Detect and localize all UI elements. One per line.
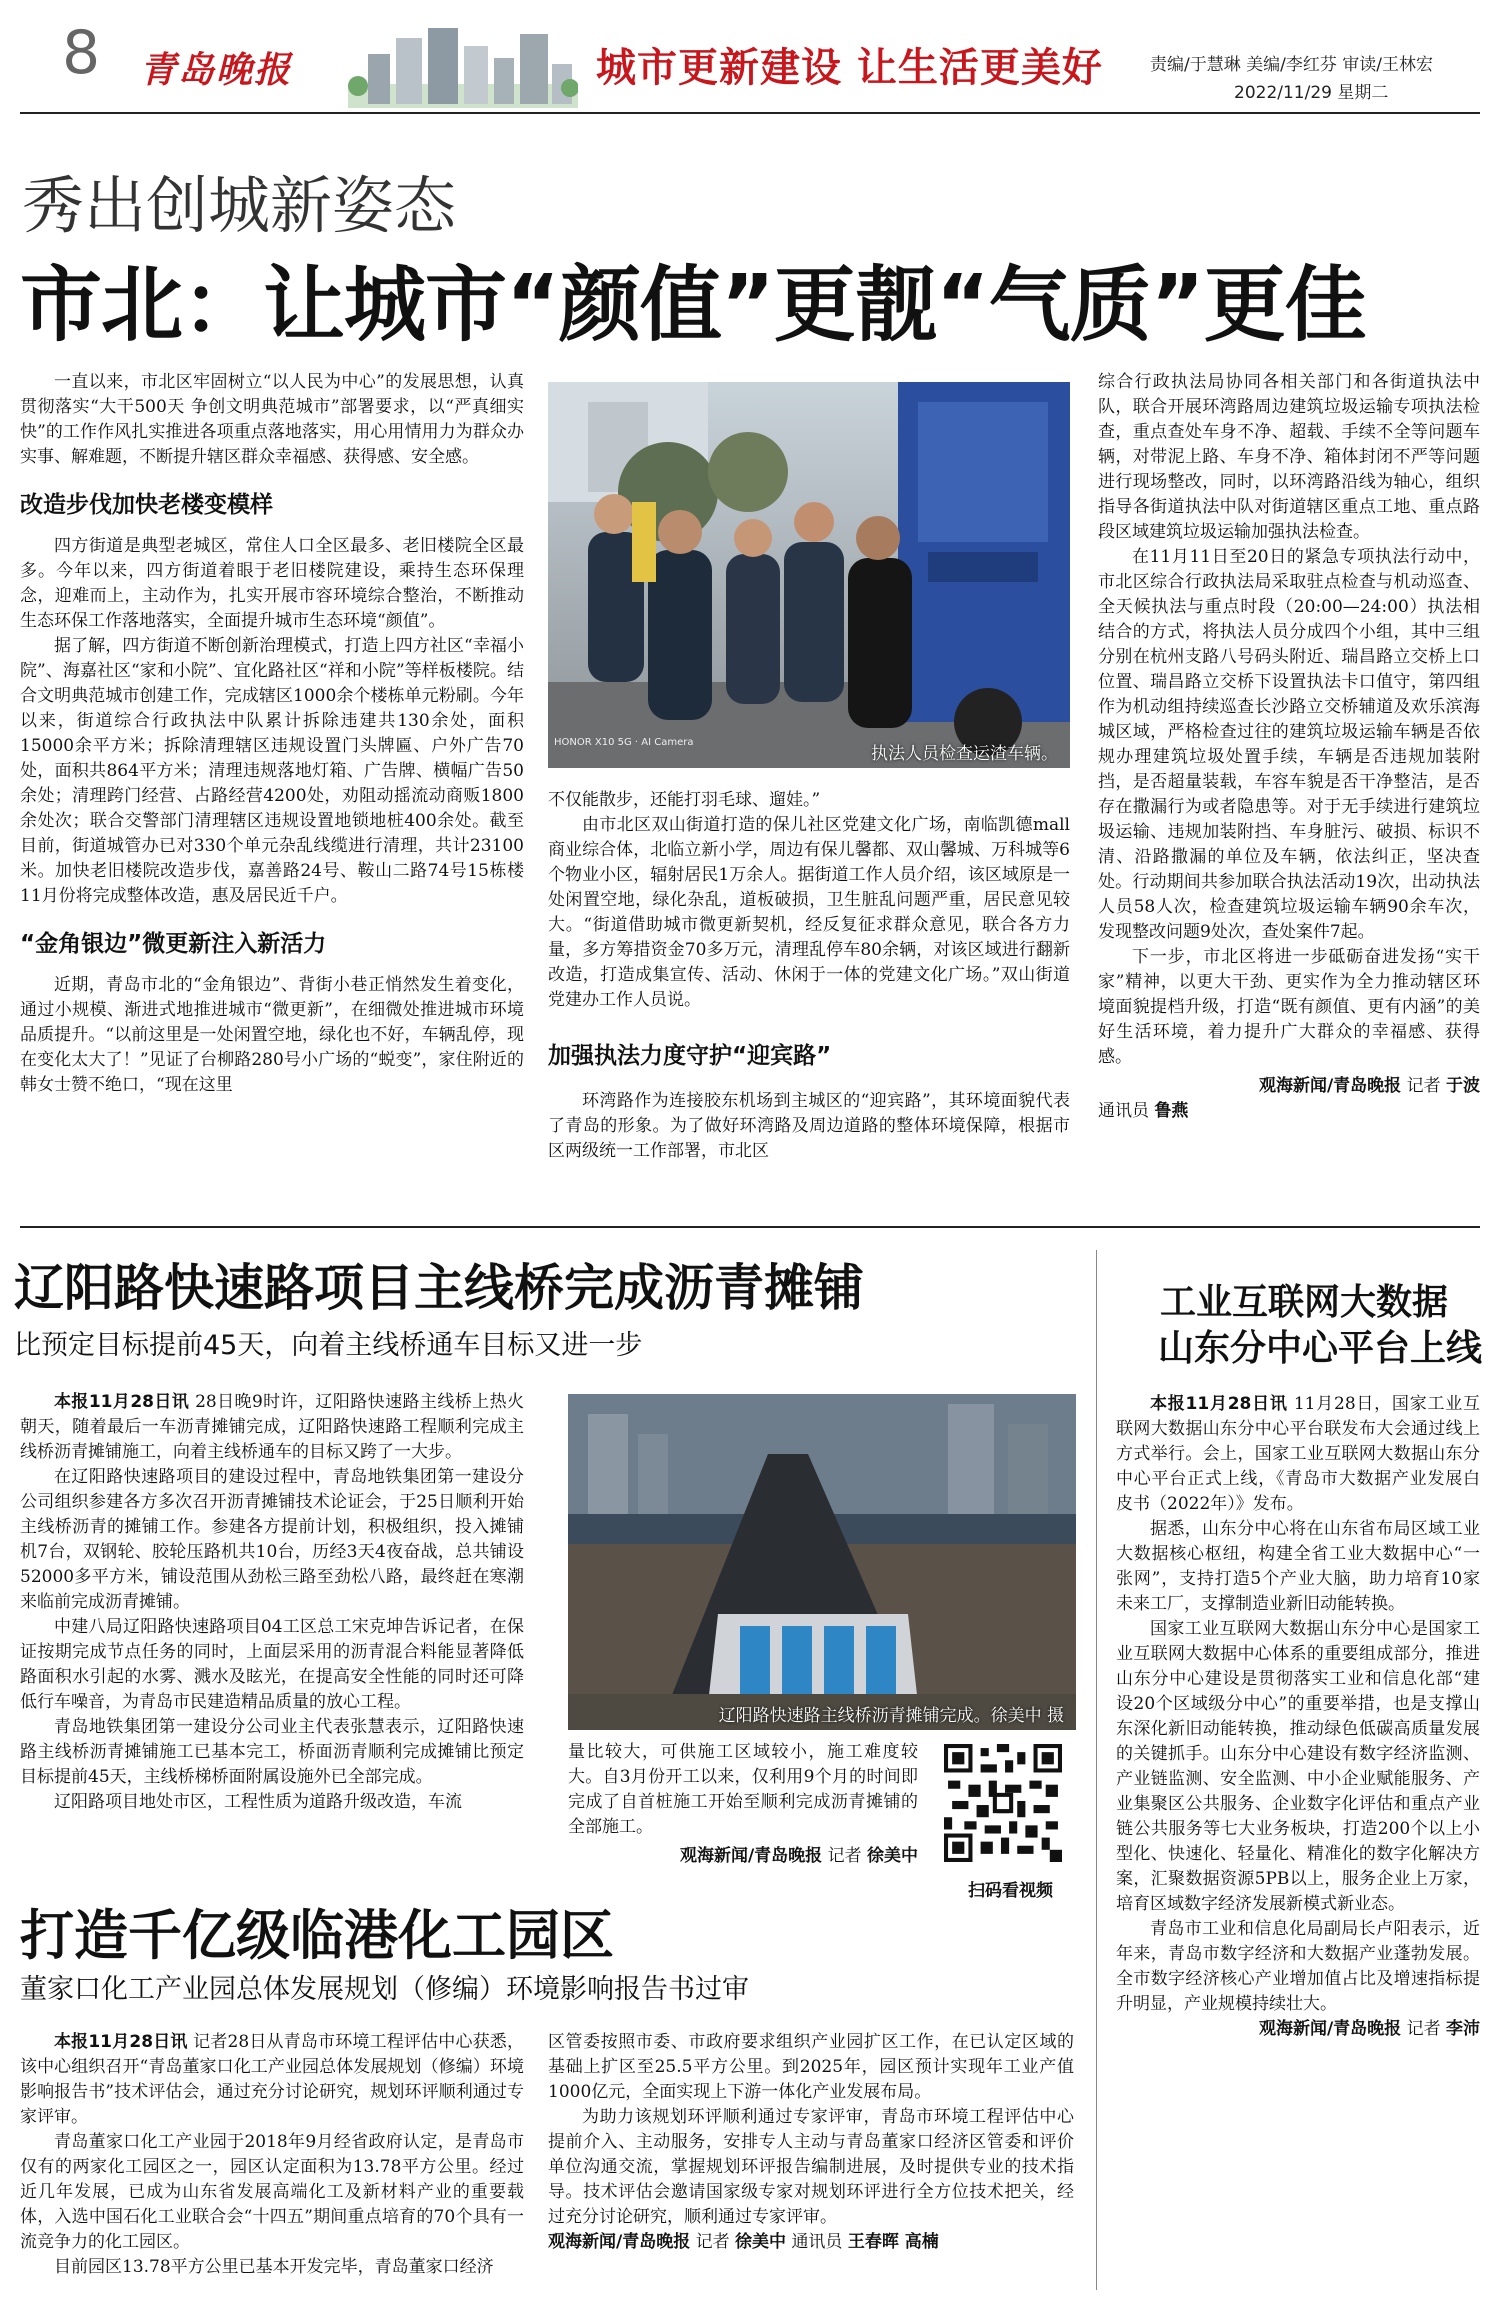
page-header: [0, 0, 1500, 108]
article2-p3: 中建八局辽阳路快速路项目04工区总工宋克坤告诉记者，在保证按期完成节点任务的同时，上面层采用的沥青混合料能显著降低路面积水引起的水雾、溅水及眩光，在提高安全性能的同时还可降低行车噪音，为青岛市民建造精品质量的放心工程。: [20, 1617, 524, 1712]
article3-p4: 区管委按照市委、市政府要求组织产业园扩区工作，在已认定区域的基础上扩区至25.5平方公里。到2025年，园区预计实现年工业产值1000亿元，全面实现上下游一体化产业发展布局。: [548, 2032, 1074, 2102]
article1-right-p2: 在11月11日至20日的紧急专项执法行动中，市北区综合行政执法局采取驻点检查与机动巡查、全天候执法与重点时段（20:00—24:00）执法相结合的方式，将执法人员分成四个小组，其中三组分别在杭州支路八号码头附近、瑞昌路立交桥上口位置、瑞昌路立交桥下设置执法卡口值守，第四组作为机动组持续巡查长沙路立交桥辅道及欢乐滨海城区域，严格检查过往的建筑垃圾运输车辆是否依规办理建筑垃圾处置手续，车辆是否违规加装附挡，是否超量装载，车容车貌是否干净整洁，是否存在撒漏行为或者隐患等。对于无手续进行建筑垃圾运输、违规加装附挡、车身脏污、破损、标识不清、沿路撒漏的单位及车辆，依法纠正，坚决查处。行动期间共参加联合执法活动19次，出动执法人员58人次，检查建筑垃圾运输车辆90余车次，发现整改问题9处次，查处案件7起。: [1098, 547, 1480, 942]
photo1-watermark: HONOR X10 5G · AI Camera: [554, 737, 694, 748]
article3-subtitle: 董家口化工产业园总体发展规划（修编）环境影响报告书过审: [20, 1974, 749, 2005]
article1-section1-p2: 据了解，四方街道不断创新治理模式，打造上四方社区“幸福小院”、海嘉社区“家和小院”、宜化路社区“祥和小院”等样板楼院。结合文明典范城市创建工作，完成辖区1000余个楼栋单元粉刷。今年以来，街道综合行政执法中队累计拆除违建共130余处，面积15000余平方米；拆除清理辖区违规设置门头牌匾、户外广告70处，面积共864平方米；清理违规落地灯箱、广告牌、横幅广告50余处；清理跨门经营、占路经营4200处，劝阻动摇流动商贩1800余处次；联合交警部门清理辖区违规设置地锁地桩400余处。截至目前，街道城管办已对330个单元杂乱线缆进行清理，共计23100米。加快老旧楼院改造步伐，嘉善路24号、鞍山二路74号15栋楼11月份将完成整体改造，惠及居民近千户。: [20, 636, 524, 906]
article1-right-column: [1098, 370, 1480, 1124]
article2-subtitle: 比预定目标提前45天，向着主线桥通车目标又进一步: [14, 1330, 643, 1361]
article2-p4: 青岛地铁集团第一建设分公司业主代表张慧表示，辽阳路快速路主线桥沥青摊铺施工已基本完工，桥面沥青顺利完成摊铺比预定目标提前45天，主线桥梯桥面附属设施外已全部完成。: [20, 1717, 524, 1787]
article2-p1: 本报11月28日讯 28日晚9时许，辽阳路快速路主线桥上热火朝天，随着最后一车沥青摊铺完成，辽阳路快速路工程顺利完成主线桥沥青摊铺施工，向着主线桥通车的目标又跨了一大步。: [20, 1392, 524, 1462]
article4-headline-line1: 工业互联网大数据: [1160, 1282, 1449, 1323]
article1-left-column: [20, 370, 524, 1098]
article1-section3-title: 加强执法力度守护“迎宾路”: [548, 1043, 832, 1069]
article1-kicker: 秀出创城新姿态: [22, 169, 457, 242]
qr-label: 扫码看视频: [968, 1881, 1053, 1901]
video-qr-code[interactable]: [944, 1744, 1062, 1862]
article4-headline-line2: 山东分中心平台上线: [1158, 1328, 1483, 1369]
article2-middle-column: [568, 1740, 918, 1869]
article1-bottom-rule: [20, 1226, 1480, 1228]
article4-p3: 国家工业互联网大数据山东分中心是国家工业互联网大数据中心体系的重要组成部分，推进山东分中心建设是贯彻落实工业和信息化部“建设20个区域级分中心”的重要举措，也是支撑山东深化新旧动能转换，推动绿色低碳高质量发展的关键抓手。山东分中心建设有数字经济监测、产业链监测、安全监测、中小企业赋能服务、产业集聚区公共服务、企业数字化评估和重点产业链公共服务等七大业务板块，打造200个以上小型化、快速化、轻量化、精准化的数字化解决方案，汇聚数据资源5PB以上，服务企业上万家，培育区域数字经济发展新模式新业态。: [1116, 1619, 1480, 1914]
article2-photo: [568, 1394, 1076, 1730]
article3-byline: 观海新闻/青岛晚报 记者 徐美中 通讯员 王春晖 高楠: [548, 2232, 939, 2252]
article3-right-column: [548, 2030, 1074, 2255]
article3-left-column: [20, 2030, 524, 2280]
article1-byline: 观海新闻/青岛晚报 记者 于波: [1258, 1076, 1480, 1096]
article3-p1: 本报11月28日讯 记者28日从青岛市环境工程评估中心获悉，该中心组织召开“青岛董家口化工产业园总体发展规划（修编）环境影响报告书”技术评估会，通过充分讨论研究，规划环评顺利通过专家评审。: [20, 2032, 524, 2127]
article1-section2-p1: 近期，青岛市北的“金角银边”、背街小巷正悄然发生着变化，通过小规模、渐进式地推进城市“微更新”，在细微处推进城市环境品质提升。“以前这里是一处闲置空地，绿化也不好，车辆乱停，现在变化太大了！”见证了台柳路280号小广场的“蜕变”，家住附近的韩女士赞不绝口，“现在这里: [20, 975, 524, 1095]
article1-byline-2: 通讯员 鲁燕: [1098, 1101, 1189, 1121]
article2-byline: 观海新闻/青岛晚报 记者 徐美中: [679, 1846, 918, 1866]
article1-photo: [548, 382, 1070, 768]
article3-headline: 打造千亿级临港化工园区: [20, 1904, 614, 1967]
page-number: 8: [62, 18, 101, 88]
article2-p5: 辽阳路项目地处市区，工程性质为道路升级改造，车流: [54, 1792, 462, 1812]
article3-p5: 为助力该规划环评顺利通过专家评审，青岛市环境工程评估中心提前介入、主动服务，安排专人主动与青岛董家口经济区管委和评价单位沟通交流，掌握规划环评报告编制进展，及时提供专业的技术指导。技术评估会邀请国家级专家对规划环评进行全方位技术把关，经过充分讨论研究，顺利通过专家评审。: [548, 2107, 1074, 2227]
article3-p3: 目前园区13.78平方公里已基本开发完毕，青岛董家口经济: [54, 2257, 494, 2277]
header-editors: 责编/于慧琳 美编/李红芬 审读/王林宏: [1150, 55, 1433, 75]
header-slogan: 城市更新建设 让生活更美好: [596, 45, 1103, 91]
article1-section2-title: “金角银边”微更新注入新活力: [20, 931, 327, 957]
article2-p2: 在辽阳路快速路项目的建设过程中，青岛地铁集团第一建设分公司组织参建各方多次召开沥青摊铺技术论证会，于25日顺利开始主线桥沥青的摊铺工作。参建各方提前计划，积极组织，投入摊铺机7台，双钢轮、胶轮压路机共10台，历经3天4夜奋战，总共铺设52000多平方米，铺设范围从劲松三路至劲松八路，最终赶在寒潮来临前完成沥青摊铺。: [20, 1467, 524, 1612]
article4-byline: 观海新闻/青岛晚报 记者 李沛: [1258, 2019, 1480, 2039]
article1-right-p3: 下一步，市北区将进一步砥砺奋进发扬“实干家”精神，以更大干劲、更实作为全力推动辖区环境面貌提档升级，打造“既有颜值、更有内涵”的美好生活环境，着力提升广大群众的幸福感、获得感。: [1098, 947, 1480, 1067]
newspaper-logo: 青岛晚报: [140, 49, 293, 91]
article4-column: [1116, 1392, 1480, 2042]
article1-mid-p2: 由市北区双山街道打造的保儿社区党建文化广场，南临凯德mall商业综合体，北临立新小学，周边有保儿馨都、双山馨城、万科城等6个物业小区，辐射居民1万余人。据街道工作人员介绍，该区域原是一处闲置空地，绿化杂乱，道板破损，卫生脏乱问题严重，居民意见较大。“街道借助城市微更新契机，经反复征求群众意见，联合各方力量，多方筹措资金70多万元，清理乱停车80余辆，对该区域进行翻新改造，打造成集宣传、活动、休闲于一体的党建文化广场。”双山街道党建办工作人员说。: [548, 815, 1070, 1010]
article1-right-p1: 综合行政执法局协同各相关部门和各街道执法中队，联合开展环湾路周边建筑垃圾运输专项执法检查，重点查处车身不净、超载、手续不全等问题车辆，对带泥上路、车身不净、箱体封闭不严等问题进行现场整改，同时，以环湾路沿线为轴心，组织指导各街道执法中队对街道辖区重点工地、重点路段区域建筑垃圾运输加强执法检查。: [1098, 372, 1480, 542]
article4-divider: [1096, 1250, 1097, 2290]
article4-p4: 青岛市工业和信息化局副局长卢阳表示，近年来，青岛市数字经济和大数据产业蓬勃发展。全市数字经济核心产业增加值占比及增速指标提升明显，产业规模持续壮大。: [1116, 1919, 1480, 2014]
article1-headline: 市北：让城市“颜值”更靓“气质”更佳: [20, 258, 1366, 353]
photo2-caption: 辽阳路快速路主线桥沥青摊铺完成。徐美中 摄: [718, 1706, 1064, 1726]
header-date: 2022/11/29 星期二: [1234, 83, 1389, 103]
article1-middle-column: [548, 788, 1070, 1164]
article4-p1: 本报11月28日讯 11月28日，国家工业互联网大数据山东分中心平台联发布大会通过线上方式举行。会上，国家工业互联网大数据山东分中心平台正式上线，《青岛市大数据产业发展白皮书（2022年）》发布。: [1116, 1394, 1480, 1514]
article3-p2: 青岛董家口化工产业园于2018年9月经省政府认定，是青岛市仅有的两家化工园区之一，园区认定面积为13.78平方公里。经过近几年发展，已成为山东省发展高端化工及新材料产业的重要载体，入选中国石化工业联合会“十四五”期间重点培育的70个具有一流竞争力的化工园区。: [20, 2132, 524, 2252]
article1-section3-p1: 环湾路作为连接胶东机场到主城区的“迎宾路”，其环境面貌代表了青岛的形象。为了做好环湾路及周边道路的整体环境保障，根据市区两级统一工作部署，市北区: [548, 1091, 1070, 1161]
article2-headline: 辽阳路快速路项目主线桥完成沥青摊铺: [14, 1259, 864, 1317]
article2-left-column: [20, 1390, 524, 1815]
article4-p2: 据悉，山东分中心将在山东省布局区域工业大数据核心枢纽，构建全省工业大数据中心“一张网”，支持打造5个产业大脑，助力培育10家未来工厂，支撑制造业新旧动能转换。: [1116, 1519, 1480, 1614]
article2-p5b: 量比较大，可供施工区域较小，施工难度较大。自3月份开工以来，仅利用9个月的时间即完成了自首桩施工开始至顺利完成沥青摊铺的全部施工。: [568, 1742, 918, 1837]
header-illustration: [348, 24, 578, 108]
article1-section1-p1: 四方街道是典型老城区，常住人口全区最多、老旧楼院全区最多。今年以来，四方街道着眼于老旧楼院建设，乘持生态环保理念，迎难而上，主动作为，扎实开展市容环境综合整治，不断推动生态环保工作落地落实，全面提升城市生态环境“颜值”。: [20, 536, 524, 631]
article1-mid-p1: 不仅能散步，还能打羽毛球、遛娃。”: [548, 790, 821, 810]
header-rule: [20, 112, 1480, 114]
article1-lead: 一直以来，市北区牢固树立“以人民为中心”的发展思想，认真贯彻落实“大干500天 争创文明典范城市”部署要求，以“严真细实快”的工作作风扎实推进各项重点落地落实，用心用情用力为群众办实事、解难题，不断提升辖区群众幸福感、获得感、安全感。: [20, 372, 524, 467]
article1-section1-title: 改造步伐加快老楼变模样: [20, 492, 273, 518]
photo1-caption: 执法人员检查运渣车辆。: [871, 744, 1058, 764]
